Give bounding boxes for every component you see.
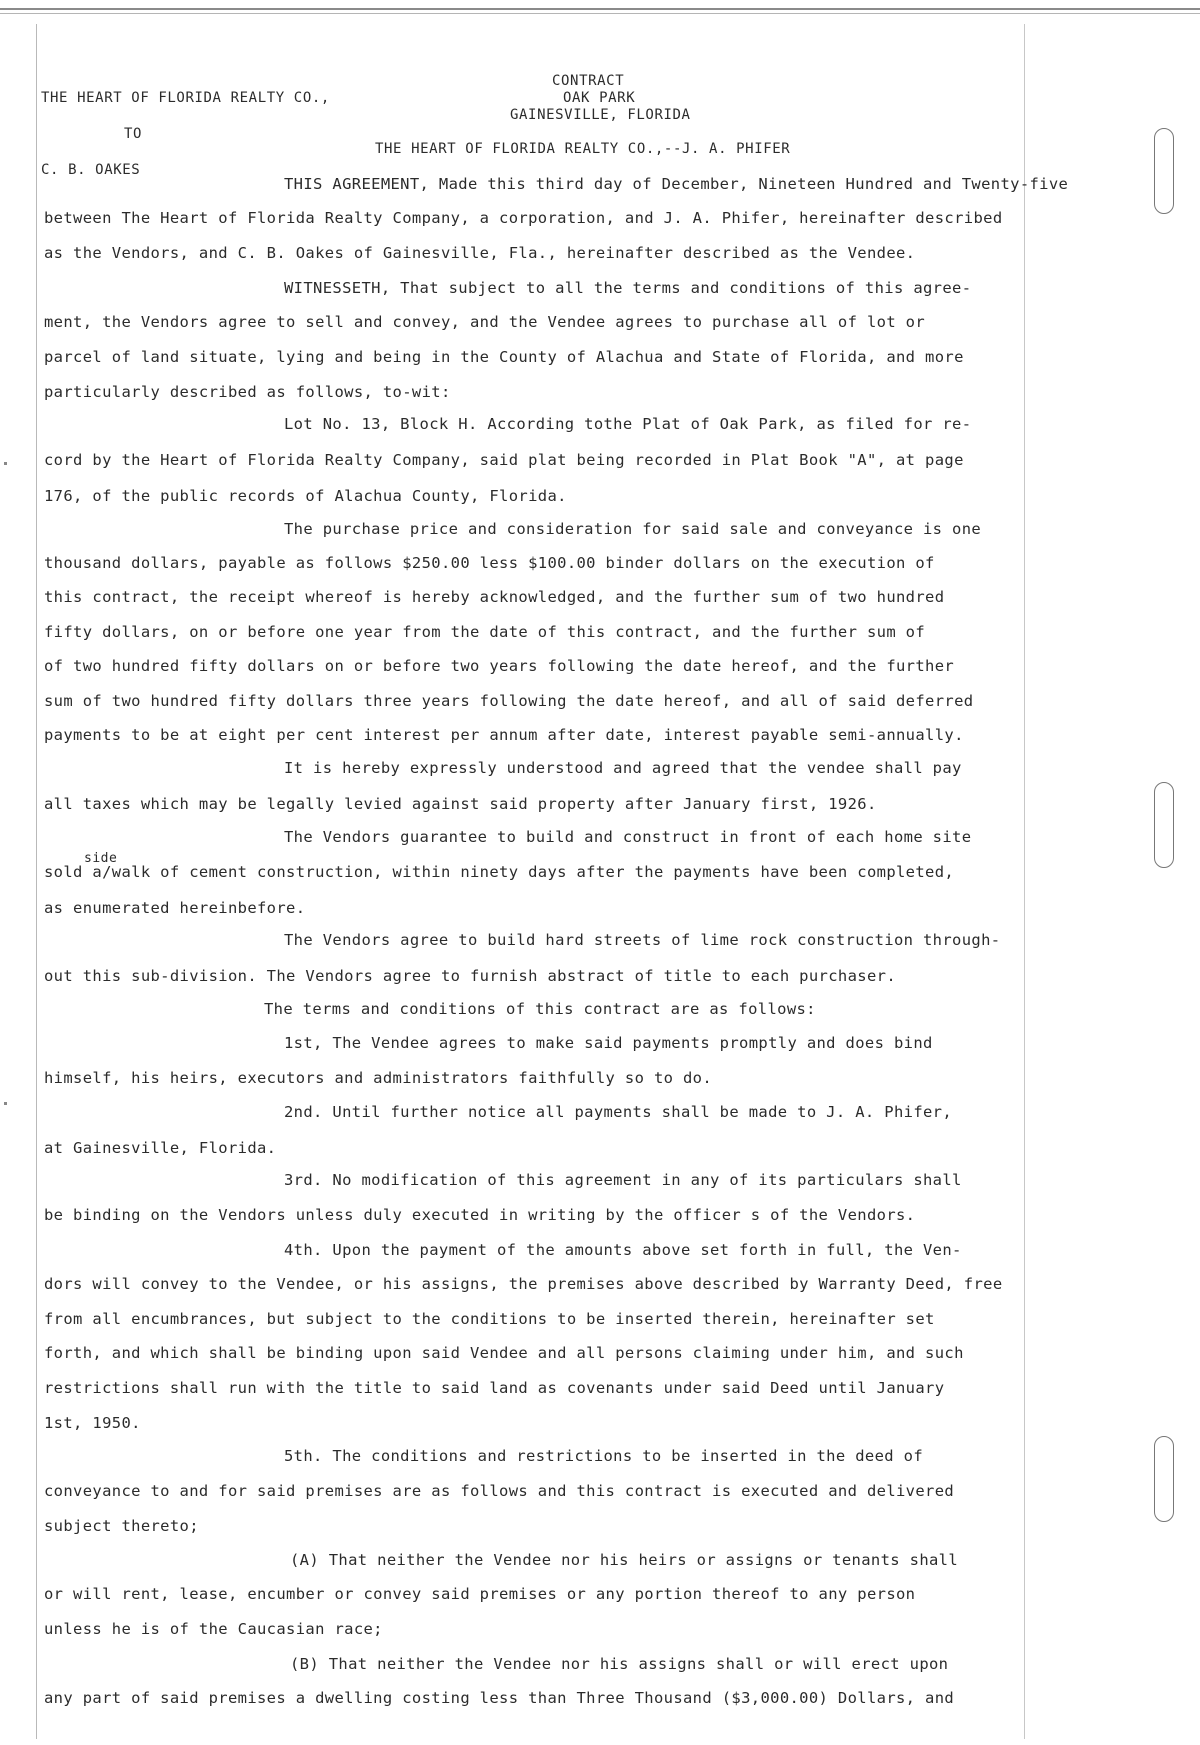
document-title-location: GAINESVILLE, FLORIDA <box>510 107 691 123</box>
body-line: as enumerated hereinbefore. <box>44 899 306 917</box>
body-line: or will rent, lease, encumber or convey said premises or any portion thereof to any person <box>44 1585 916 1603</box>
top-border-line-secondary <box>0 13 1200 14</box>
body-line: 5th. The conditions and restrictions to be inserted in the deed of <box>284 1447 923 1465</box>
body-line: The purchase price and consideration for said sale and conveyance is one <box>284 520 982 538</box>
body-line: fifty dollars, on or before one year from the date of this contract, and the further sum of <box>44 623 926 641</box>
body-line: 4th. Upon the payment of the amounts above set forth in full, the Ven- <box>284 1241 962 1259</box>
parties-to-word: TO <box>124 126 143 142</box>
body-line: between The Heart of Florida Realty Company, a corporation, and J. A. Phifer, hereinafter described <box>44 209 1003 227</box>
body-line: Lot No. 13, Block H. According tothe Plat of Oak Park, as filed for re- <box>284 415 972 433</box>
body-line: WITNESSETH, That subject to all the terms and conditions of this agree- <box>284 279 972 297</box>
top-border-line <box>0 8 1200 10</box>
body-line: The Vendors agree to build hard streets of lime rock construction through- <box>284 931 1001 949</box>
body-line: sum of two hundred fifty dollars three years following the date hereof, and all of said deferred <box>44 692 974 710</box>
margin-mark <box>4 462 7 465</box>
document-title-subdivision: OAK PARK <box>563 90 636 106</box>
body-line: particularly described as follows, to-wit: <box>44 383 451 401</box>
body-line: forth, and which shall be binding upon said Vendee and all persons claiming under him, and such <box>44 1344 964 1362</box>
body-line: ment, the Vendors agree to sell and convey, and the Vendee agrees to purchase all of lot or <box>44 313 926 331</box>
body-line: subject thereto; <box>44 1517 199 1535</box>
parties-from: THE HEART OF FLORIDA REALTY CO., <box>41 90 330 106</box>
body-line: of two hundred fifty dollars on or before two years following the date hereof, and the further <box>44 657 955 675</box>
body-line: THIS AGREEMENT, Made this third day of December, Nineteen Hundred and Twenty-five <box>284 175 1069 193</box>
document-subtitle: THE HEART OF FLORIDA REALTY CO.,--J. A. PHIFER <box>375 141 791 157</box>
body-line: all taxes which may be legally levied against said property after January first, 1926. <box>44 795 877 813</box>
body-line: conveyance to and for said premises are as follows and this contract is executed and delivered <box>44 1482 955 1500</box>
body-line: himself, his heirs, executors and administrators faithfully so to do. <box>44 1069 713 1087</box>
left-margin-rule <box>36 24 37 1739</box>
binder-hole-icon <box>1154 1436 1174 1522</box>
body-line: from all encumbrances, but subject to the conditions to be inserted therein, hereinafter set <box>44 1310 935 1328</box>
body-line: 176, of the public records of Alachua County, Florida. <box>44 487 567 505</box>
body-line: (A) That neither the Vendee nor his heirs or assigns or tenants shall <box>290 1551 959 1569</box>
binder-hole-icon <box>1154 782 1174 868</box>
body-line: 3rd. No modification of this agreement in any of its particulars shall <box>284 1171 962 1189</box>
body-line: as the Vendors, and C. B. Oakes of Gainesville, Fla., hereinafter described as the Vendee. <box>44 244 916 262</box>
body-line: 1st, 1950. <box>44 1414 141 1432</box>
margin-mark <box>4 1102 7 1105</box>
body-line: be binding on the Vendors unless duly executed in writing by the officer s of the Vendors. <box>44 1206 916 1224</box>
body-line: restrictions shall run with the title to said land as covenants under said Deed until January <box>44 1379 945 1397</box>
body-line: The terms and conditions of this contract are as follows: <box>264 1000 816 1018</box>
body-line: sold a/walk of cement construction, within ninety days after the payments have been completed, <box>44 863 955 881</box>
body-line: thousand dollars, payable as follows $250.00 less $100.00 binder dollars on the execution of <box>44 554 935 572</box>
body-line: unless he is of the Caucasian race; <box>44 1620 383 1638</box>
body-line: (B) That neither the Vendee nor his assigns shall or will erect upon <box>290 1655 949 1673</box>
body-line: cord by the Heart of Florida Realty Company, said plat being recorded in Plat Book "A", at page <box>44 451 964 469</box>
body-line: payments to be at eight per cent interest per annum after date, interest payable semi-annually. <box>44 726 964 744</box>
interlinear-insertion: side <box>84 851 118 866</box>
document-title: CONTRACT <box>552 73 625 89</box>
body-line: dors will convey to the Vendee, or his assigns, the premises above described by Warranty Deed, free <box>44 1275 1003 1293</box>
right-margin-rule <box>1024 24 1025 1739</box>
body-line: any part of said premises a dwelling costing less than Three Thousand ($3,000.00) Dollars, and <box>44 1689 955 1707</box>
body-line: The Vendors guarantee to build and construct in front of each home site <box>284 828 972 846</box>
body-line: 2nd. Until further notice all payments shall be made to J. A. Phifer, <box>284 1103 953 1121</box>
body-line: 1st, The Vendee agrees to make said payments promptly and does bind <box>284 1034 933 1052</box>
parties-to: C. B. OAKES <box>41 162 141 178</box>
body-line: this contract, the receipt whereof is hereby acknowledged, and the further sum of two hundred <box>44 588 945 606</box>
body-line: out this sub-division. The Vendors agree to furnish abstract of title to each purchaser. <box>44 967 896 985</box>
binder-hole-icon <box>1154 128 1174 214</box>
body-line: at Gainesville, Florida. <box>44 1139 277 1157</box>
body-line: parcel of land situate, lying and being in the County of Alachua and State of Florida, and more <box>44 348 964 366</box>
body-line: It is hereby expressly understood and agreed that the vendee shall pay <box>284 759 962 777</box>
